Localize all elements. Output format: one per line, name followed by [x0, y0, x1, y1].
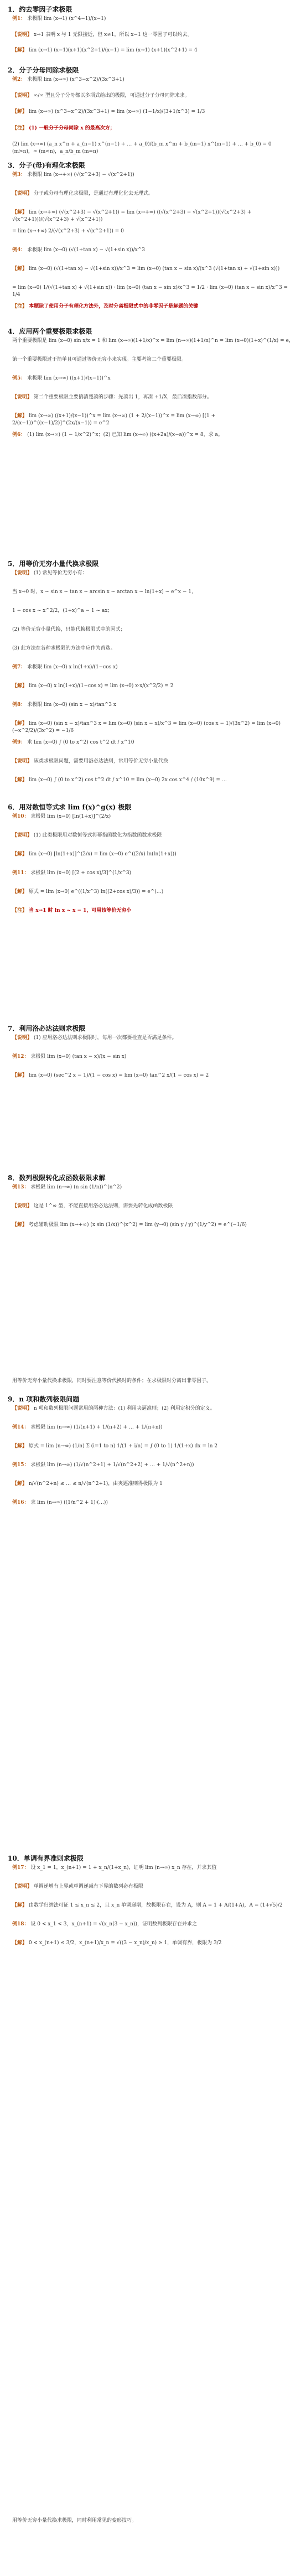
section-title: 9．n 项和数列极限问题	[8, 1395, 80, 1403]
example-line	[12, 32, 294, 39]
example-text: lim (x→0) x ln(1+x)/(1−cos x) = lim (x→0) x·x/(x^2/2) = 2	[27, 683, 174, 689]
example-line	[12, 1222, 294, 1229]
example-line	[12, 1902, 294, 1909]
example-label: 【说明】	[12, 833, 33, 838]
example-line	[12, 190, 294, 198]
example-label: 例4：	[12, 247, 26, 253]
example-line	[12, 76, 294, 84]
example-line	[12, 683, 294, 690]
example-label: 例8：	[12, 702, 26, 708]
example-line	[12, 1072, 294, 1079]
example-text: = lim (x→0) 1/(√(1+tan x) + √(1+sin x)) · lim (x→0) (tan x − sin x)/x^3 = 1/2 · lim (x→0) (tan x − sin x)/x^3 = 1/4	[12, 285, 288, 298]
example-line	[12, 1921, 294, 1928]
example-line	[12, 141, 294, 155]
example-line	[12, 720, 294, 735]
example-line	[12, 432, 294, 439]
example-label: 例14：	[12, 1425, 29, 1430]
example-text: 考虑辅助极限 lim (x→+∞) (x sin (1/x))^(x^2) = lim (y→0) (sin y / y)^(1/y^2) = e^(−1/6)	[27, 1222, 247, 1228]
example-text: 当 x→0 时，x ~ sin x ~ tan x ~ arcsin x ~ arctan x ~ ln(1+x) ~ e^x − 1，	[12, 589, 196, 595]
example-line	[12, 907, 294, 915]
example-text: lim (x→0) (sec^2 x − 1)/(1 − cos x) = lim (x→0) tan^2 x/(1 − cos x) = 2	[27, 1073, 209, 1078]
example-line	[12, 1053, 294, 1061]
example-line	[12, 413, 294, 427]
example-text: 本题除了使用分子有理化方法外，及时分离极限式中的非零因子是解题的关键	[27, 304, 199, 309]
example-label: 【解】	[12, 1481, 28, 1487]
example-text: 求极限 lim (x→0) (tan x − x)/(x − sin x)	[29, 1054, 127, 1060]
example-text: (1) 一般分子分母同除 x 的最高次方；	[27, 125, 115, 131]
example-line	[12, 1203, 294, 1210]
example-label: 例3：	[12, 172, 26, 178]
example-label: 例6：	[12, 432, 26, 438]
example-line	[12, 1940, 294, 1947]
example-line	[12, 375, 294, 382]
example-line	[12, 209, 294, 224]
example-label: 【说明】	[12, 1035, 33, 1041]
example-label: 【说明】	[12, 1884, 33, 1889]
example-text: lim (x→0) (√(1+tan x) − √(1+sin x))/x^3 = lim (x→0) (tan x − sin x)/(x^3 (√(1+tan x) + √(1+sin x)))	[27, 266, 280, 272]
example-line	[12, 1481, 294, 1488]
example-text: n/√(n^2+n) ≤ … ≤ n/√(n^2+1)，由夹逼准则得极限为 1	[27, 1481, 163, 1487]
example-text: 求极限 lim (x→∞) (x^3−x^2)/(3x^3+1)	[25, 77, 125, 82]
example-label: 【说明】	[12, 394, 33, 400]
example-label: 【说明】	[12, 759, 33, 764]
example-text: (1) 常见等价无穷小有：	[32, 570, 87, 576]
example-label: 例2：	[12, 77, 26, 82]
example-text: 单调递增有上界或单调递减有下界的数列必有极限	[32, 1884, 143, 1889]
example-label: 【说明】	[12, 93, 33, 99]
example-line	[12, 570, 294, 577]
example-line	[12, 356, 294, 363]
section-title: 8．数列极限转化成函数极限求解	[8, 1174, 106, 1182]
example-label: 例1：	[12, 16, 26, 22]
example-line	[12, 394, 294, 401]
section-title: 1．约去零因子求极限	[8, 6, 72, 13]
example-label: 【解】	[12, 1073, 28, 1078]
example-line	[12, 851, 294, 858]
example-line	[12, 247, 294, 254]
example-line	[12, 758, 294, 765]
example-text: 设 x_1 = 1，x_(n+1) = 1 + x_n/(1+x_n)，证明 lim (n→∞) x_n 存在，并求其值	[29, 1865, 217, 1871]
example-text: 求极限 lim (x→0) (√(1+tan x) − √(1+sin x))/x^3	[25, 247, 146, 253]
section-title: 3．分子(母)有理化求极限	[8, 162, 85, 169]
example-text: lim (x→0) (sin x − x)/tan^3 x = lim (x→0) (sin x − x)/x^3 = lim (x→0) (cos x − 1)/(3x^2) = lim (x→0) (−x^2/2)/(3x^2) = −1/6	[12, 721, 281, 734]
example-text: n 项和数列极限问题常用的两种方法：(1) 利用夹逼准则；(2) 利用定积分的定义。	[32, 1406, 215, 1411]
example-line	[12, 228, 294, 235]
example-text: 第二个重要极限主要搞清楚凑的步骤：先凑出 1，再凑 +1/X，最后凑指数部分。	[32, 394, 212, 400]
example-line	[12, 1035, 294, 1042]
example-line	[12, 92, 294, 100]
example-line	[12, 303, 294, 310]
example-text: 求极限 lim (x→+∞) (√(x^2+3) − √(x^2+1))	[25, 172, 134, 178]
example-text: (1) lim (x→∞) (1 − 1/x^2)^x；(2) 已知 lim (x→∞) ((x+2a)/(x−a))^x = 8，求 a。	[25, 432, 223, 438]
example-line	[12, 125, 294, 132]
summary-note: 用等价无穷小量代换求极限，同时利用常见的变形技巧。	[12, 2518, 137, 2523]
example-text: 求极限 lim (x→0) [(2 + cos x)/3]^(1/x^3)	[29, 870, 132, 876]
example-text: 求 lim (n→∞) ((1/n^2 + 1)·(…))	[29, 1500, 108, 1505]
example-text: 分子或分母有理化求极限，是通过有理化化去无理式。	[32, 191, 153, 196]
section-title: 6．用对数恒等式求 lim f(x)^g(x) 极限	[8, 803, 132, 811]
example-line	[12, 645, 294, 652]
example-text: ∞/∞ 型且分子分母都以多项式给出的极限，可通过分子分母同除来求。	[32, 93, 190, 99]
example-text: 求极限 lim (n→∞) (1/(n+1) + 1/(n+2) + … + 1/(n+n))	[29, 1425, 163, 1430]
example-line	[12, 108, 294, 116]
example-label: 【说明】	[12, 191, 33, 196]
example-text: 求极限 lim (x→0) (sin x − x)/tan^3 x	[25, 702, 116, 708]
example-text: lim (x→+∞) (√(x^2+3) − √(x^2+1)) = lim (x→+∞) ((√(x^2+3) − √(x^2+1))(√(x^2+3) + √(x^2+1)))/(√(x^2+3) + √(x^2+1))	[12, 210, 252, 222]
summary-note: 用等价无穷小量代换求极限，同时要注意等价代换时的条件；在求极限时分离出非零因子。	[12, 1378, 212, 1384]
section-title: 2．分子分母同除求极限	[8, 66, 79, 74]
example-label: 【解】	[12, 721, 28, 726]
example-text: = lim (x→+∞) 2/(√(x^2+3) + √(x^2+1)) = 0	[12, 228, 124, 234]
example-text: 设 0 < x_1 < 3，x_(n+1) = √(x_n(3 − x_n))，证明数列极限存在并求之	[29, 1921, 197, 1927]
example-line	[12, 337, 294, 345]
example-text: 求极限 lim (x→∞) ((x+1)/(x−1))^x	[25, 376, 111, 381]
example-label: 【说明】	[12, 1203, 33, 1209]
example-text: lim (x→∞) (x^3−x^2)/(3x^3+1) = lim (x→∞) (1−1/x)/(3+1/x^3) = 1/3	[27, 109, 205, 115]
example-label: 【解】	[12, 266, 28, 272]
example-label: 【解】	[12, 889, 28, 895]
example-label: 【解】	[12, 851, 28, 857]
example-text: 该类求极限问题，需要用洛必达法则，常用等价无穷小量代换	[32, 759, 168, 764]
example-line	[12, 1184, 294, 1191]
example-text: 求极限 lim (n→∞) (n sin (1/n))^(n^2)	[29, 1185, 122, 1190]
example-text: lim (x→0) ∫ (0 to x^2) cos t^2 dt / x^10 = lim (x→0) 2x cos x^4 / (10x^9) = …	[27, 777, 227, 783]
example-line	[12, 47, 294, 54]
example-line	[12, 1499, 294, 1507]
example-label: 【解】	[12, 1443, 28, 1449]
example-line	[12, 813, 294, 820]
example-text: (2) lim (x→∞) (a_n x^n + a_(n−1) x^(n−1) + … + a_0)/(b_m x^m + b_(m−1) x^(m−1) + … + b_0) = 0 (m>n)，∞ (m<n)，a_n/b_m (m=n)	[12, 141, 272, 154]
example-label: 例15：	[12, 1462, 29, 1468]
section-title: 10．单调有界准则求极限	[8, 1855, 84, 1862]
example-line	[12, 266, 294, 273]
example-label: 【说明】	[12, 570, 33, 576]
example-text: 1 − cos x ~ x^2/2，(1+x)^a − 1 ~ ax；	[12, 608, 113, 614]
example-label: 【说明】	[12, 1406, 33, 1411]
example-line	[12, 832, 294, 839]
example-label: 【解】	[12, 210, 28, 215]
example-line	[12, 284, 294, 299]
example-text: (2) 等价无穷小量代换，只能代换极限式中的因式；	[12, 627, 126, 632]
example-text: 两个重要极限是 lim (x→0) sin x/x = 1 和 lim (x→∞)(1+1/x)^x = lim (n→∞)(1+1/n)^n = lim (x→0)(1+x)^(1/x) = e，	[12, 338, 294, 344]
example-text: x→1 表明 x 与 1 无限接近，但 x≠1，所以 x−1 这一零因子可以约去。	[32, 32, 193, 38]
example-line	[12, 589, 294, 596]
example-line	[12, 702, 294, 709]
example-label: 【解】	[12, 48, 28, 54]
example-label: 例17：	[12, 1865, 29, 1871]
example-text: lim (x→0) [ln(1+x)]^(2/x) = lim (x→0) e^((2/x) ln(ln(1+x)))	[27, 851, 177, 857]
example-label: 例10：	[12, 814, 29, 819]
example-text: 求极限 lim (x→0) x ln(1+x)/(1−cos x)	[25, 664, 118, 670]
example-label: 【注】	[12, 125, 28, 131]
section-title: 5．用等价无穷小量代换求极限	[8, 560, 99, 568]
example-label: 例9：	[12, 740, 26, 745]
example-line	[12, 1865, 294, 1872]
example-text: 当 x→1 时 ln x ~ x − 1，可用该等价无穷小	[27, 908, 132, 913]
example-text: 求极限 lim (x→0) [ln(1+x)]^(2/x)	[29, 814, 111, 819]
example-text: 0 < x_(n+1) ≤ 3/2，x_(n+1)/x_n = √((3 − x_n)/x_n) ≥ 1，单调有界，极限为 3/2	[27, 1940, 222, 1946]
example-label: 【解】	[12, 1940, 28, 1946]
example-label: 【注】	[12, 304, 28, 309]
example-line	[12, 15, 294, 23]
example-line	[12, 1443, 294, 1450]
example-label: 例7：	[12, 664, 26, 670]
example-line	[12, 1424, 294, 1431]
example-line	[12, 777, 294, 784]
example-label: 【注】	[12, 908, 28, 913]
example-label: 【解】	[12, 413, 28, 419]
example-label: 【解】	[12, 1222, 28, 1228]
example-text: 求极限 lim (x→1) (x^4−1)/(x−1)	[25, 16, 106, 22]
example-label: 例5：	[12, 376, 26, 381]
example-line	[12, 664, 294, 671]
example-line	[12, 739, 294, 746]
example-label: 【解】	[12, 1903, 28, 1908]
example-text: lim (x→∞) ((x+1)/(x−1))^x = lim (x→∞) (1 + 2/(x−1))^x = lim (x→∞) [(1 + 2/(x−1))^((x−1)/2)]^(2x/(x−1)) = e^2	[12, 413, 216, 426]
example-label: 【解】	[12, 109, 28, 115]
example-label: 例11：	[12, 870, 29, 876]
example-text: lim (x→1) (x−1)(x+1)(x^2+1)/(x−1) = lim (x→1) (x+1)(x^2+1) = 4	[27, 48, 198, 54]
section-title: 7．利用洛必达法则求极限	[8, 1025, 86, 1032]
example-text: 原式 = lim (n→∞) (1/n) Σ (i=1 to n) 1/(1 + i/n) = ∫ (0 to 1) 1/(1+x) dx = ln 2	[27, 1443, 217, 1449]
example-text: (1) 应用洛必达法则求极限时，每用一次都要检查是否满足条件。	[32, 1035, 177, 1041]
section-title: 4．应用两个重要极限求极限	[8, 328, 92, 335]
example-line	[12, 607, 294, 615]
example-label: 【解】	[12, 683, 28, 689]
example-label: 例16：	[12, 1500, 29, 1505]
example-text: 第一个重要极限过于简单且可通过等价无穷小来实现。主要考第二个重要极限。	[12, 357, 187, 362]
example-line	[12, 889, 294, 896]
example-label: 【解】	[12, 777, 28, 783]
example-text: 原式 = lim (x→0) e^((1/x^3) ln((2+cos x)/3)) = e^(…)	[27, 889, 164, 895]
example-line	[12, 1405, 294, 1412]
example-text: 求极限 lim (n→∞) (1/√(n^2+1) + 1/√(n^2+2) + … + 1/√(n^2+n))	[29, 1462, 194, 1468]
example-line	[12, 172, 294, 179]
example-text: (3) 此方法在各种求极限的方法中应作为首选。	[12, 646, 116, 651]
example-text: (1) 此类极限用对数恒等式将幂指函数化为指数函数求极限	[32, 833, 162, 838]
example-label: 例18：	[12, 1921, 29, 1927]
example-line	[12, 626, 294, 633]
example-label: 【说明】	[12, 32, 33, 38]
example-line	[12, 1462, 294, 1469]
example-line	[12, 1883, 294, 1891]
example-label: 例13：	[12, 1185, 29, 1190]
example-label: 例12：	[12, 1054, 29, 1060]
example-line	[12, 870, 294, 877]
example-text: 由数学归纳法可证 1 ≤ x_n ≤ 2，且 x_n 单调递增，故极限存在，设为 A，则 A = 1 + A/(1+A)，A = (1+√5)/2	[27, 1903, 283, 1908]
example-text: 这是 1^∞ 型，不能直接用洛必达法则，需要先转化成函数极限	[32, 1203, 173, 1209]
example-text: 求 lim (x→0) ∫ (0 to x^2) cos t^2 dt / x^10	[25, 740, 134, 745]
